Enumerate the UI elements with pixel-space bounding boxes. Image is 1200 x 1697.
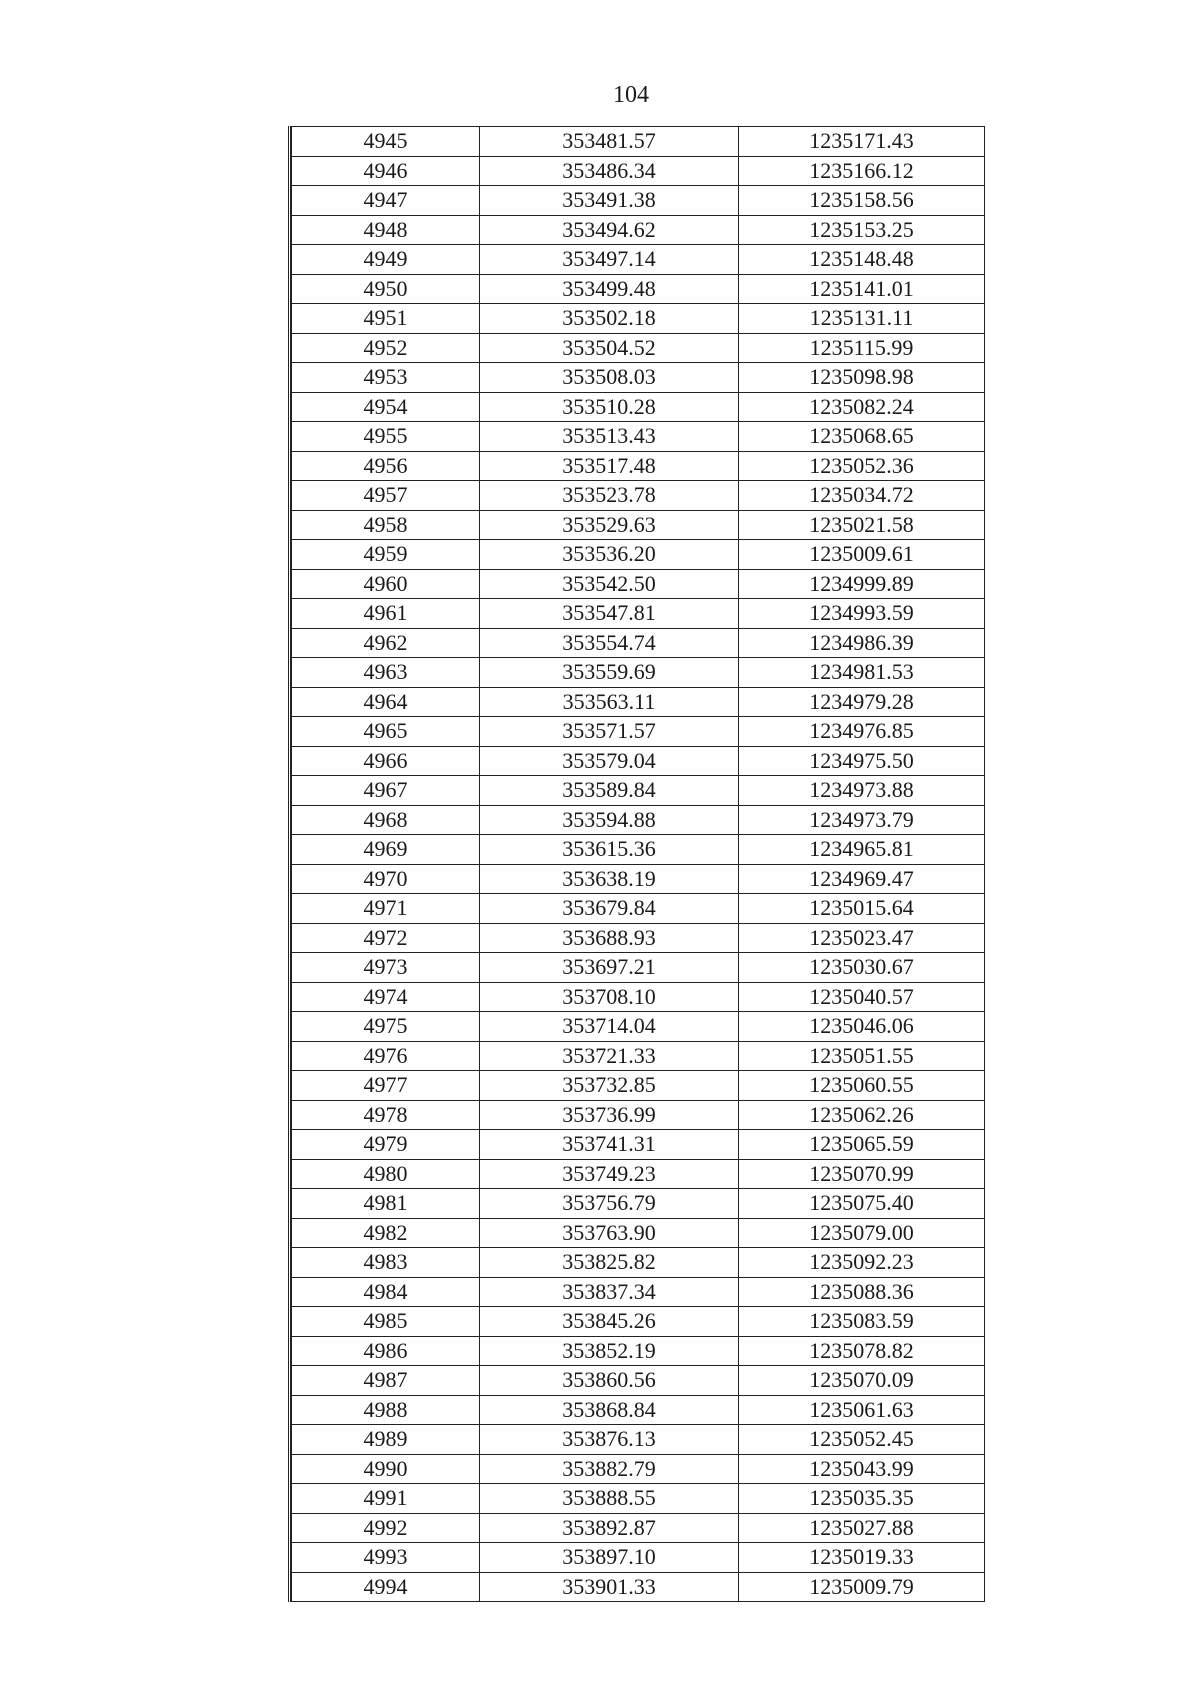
page-number: 104 bbox=[613, 82, 649, 108]
y-coordinate-cell: 1235098.98 bbox=[739, 363, 985, 393]
table-row bbox=[292, 805, 985, 835]
table-row bbox=[292, 1159, 985, 1189]
point-number-cell: 4981 bbox=[292, 1189, 480, 1219]
point-number-cell: 4960 bbox=[292, 569, 480, 599]
x-coordinate-cell: 353736.99 bbox=[480, 1100, 739, 1130]
x-coordinate-cell: 353547.81 bbox=[480, 599, 739, 629]
point-number-cell: 4945 bbox=[292, 127, 480, 157]
x-coordinate-cell: 353876.13 bbox=[480, 1425, 739, 1455]
table-row bbox=[292, 1277, 985, 1307]
point-number-cell: 4957 bbox=[292, 481, 480, 511]
point-number-cell: 4949 bbox=[292, 245, 480, 275]
x-coordinate-cell: 353510.28 bbox=[480, 392, 739, 422]
y-coordinate-cell: 1234993.59 bbox=[739, 599, 985, 629]
coordinate-table bbox=[291, 126, 985, 1602]
y-coordinate-cell: 1235092.23 bbox=[739, 1248, 985, 1278]
table-row bbox=[292, 274, 985, 304]
point-number-cell: 4977 bbox=[292, 1071, 480, 1101]
y-coordinate-cell: 1235068.65 bbox=[739, 422, 985, 452]
point-number-cell: 4948 bbox=[292, 215, 480, 245]
x-coordinate-cell: 353497.14 bbox=[480, 245, 739, 275]
y-coordinate-cell: 1234976.85 bbox=[739, 717, 985, 747]
table-row bbox=[292, 510, 985, 540]
x-coordinate-cell: 353825.82 bbox=[480, 1248, 739, 1278]
y-coordinate-cell: 1235079.00 bbox=[739, 1218, 985, 1248]
table-row bbox=[292, 392, 985, 422]
point-number-cell: 4966 bbox=[292, 746, 480, 776]
x-coordinate-cell: 353594.88 bbox=[480, 805, 739, 835]
y-coordinate-cell: 1235015.64 bbox=[739, 894, 985, 924]
point-number-cell: 4980 bbox=[292, 1159, 480, 1189]
y-coordinate-cell: 1235078.82 bbox=[739, 1336, 985, 1366]
y-coordinate-cell: 1235043.99 bbox=[739, 1454, 985, 1484]
point-number-cell: 4983 bbox=[292, 1248, 480, 1278]
x-coordinate-cell: 353542.50 bbox=[480, 569, 739, 599]
x-coordinate-cell: 353892.87 bbox=[480, 1513, 739, 1543]
y-coordinate-cell: 1234979.28 bbox=[739, 687, 985, 717]
point-number-cell: 4994 bbox=[292, 1572, 480, 1602]
y-coordinate-cell: 1234986.39 bbox=[739, 628, 985, 658]
y-coordinate-cell: 1234969.47 bbox=[739, 864, 985, 894]
table-row bbox=[292, 304, 985, 334]
x-coordinate-cell: 353638.19 bbox=[480, 864, 739, 894]
point-number-cell: 4952 bbox=[292, 333, 480, 363]
point-number-cell: 4956 bbox=[292, 451, 480, 481]
point-number-cell: 4951 bbox=[292, 304, 480, 334]
x-coordinate-cell: 353837.34 bbox=[480, 1277, 739, 1307]
table-row bbox=[292, 333, 985, 363]
x-coordinate-cell: 353529.63 bbox=[480, 510, 739, 540]
x-coordinate-cell: 353504.52 bbox=[480, 333, 739, 363]
table-row bbox=[292, 864, 985, 894]
table-row bbox=[292, 1454, 985, 1484]
y-coordinate-cell: 1235131.11 bbox=[739, 304, 985, 334]
point-number-cell: 4984 bbox=[292, 1277, 480, 1307]
table-row bbox=[292, 1572, 985, 1602]
point-number-cell: 4969 bbox=[292, 835, 480, 865]
x-coordinate-cell: 353517.48 bbox=[480, 451, 739, 481]
x-coordinate-cell: 353688.93 bbox=[480, 923, 739, 953]
point-number-cell: 4973 bbox=[292, 953, 480, 983]
table-row bbox=[292, 1218, 985, 1248]
table-row bbox=[292, 599, 985, 629]
table-row bbox=[292, 894, 985, 924]
table-row bbox=[292, 746, 985, 776]
table-row bbox=[292, 1395, 985, 1425]
y-coordinate-cell: 1235065.59 bbox=[739, 1130, 985, 1160]
y-coordinate-cell: 1235148.48 bbox=[739, 245, 985, 275]
table-row bbox=[292, 1012, 985, 1042]
x-coordinate-cell: 353897.10 bbox=[480, 1543, 739, 1573]
point-number-cell: 4988 bbox=[292, 1395, 480, 1425]
x-coordinate-cell: 353749.23 bbox=[480, 1159, 739, 1189]
point-number-cell: 4972 bbox=[292, 923, 480, 953]
y-coordinate-cell: 1235166.12 bbox=[739, 156, 985, 186]
point-number-cell: 4987 bbox=[292, 1366, 480, 1396]
x-coordinate-cell: 353615.36 bbox=[480, 835, 739, 865]
point-number-cell: 4982 bbox=[292, 1218, 480, 1248]
table-row bbox=[292, 1041, 985, 1071]
point-number-cell: 4991 bbox=[292, 1484, 480, 1514]
x-coordinate-cell: 353579.04 bbox=[480, 746, 739, 776]
x-coordinate-cell: 353554.74 bbox=[480, 628, 739, 658]
table-row bbox=[292, 363, 985, 393]
y-coordinate-cell: 1235009.61 bbox=[739, 540, 985, 570]
y-coordinate-cell: 1235061.63 bbox=[739, 1395, 985, 1425]
table-row bbox=[292, 245, 985, 275]
x-coordinate-cell: 353502.18 bbox=[480, 304, 739, 334]
table-row bbox=[292, 1248, 985, 1278]
y-coordinate-cell: 1235075.40 bbox=[739, 1189, 985, 1219]
x-coordinate-cell: 353868.84 bbox=[480, 1395, 739, 1425]
x-coordinate-cell: 353756.79 bbox=[480, 1189, 739, 1219]
y-coordinate-cell: 1235062.26 bbox=[739, 1100, 985, 1130]
coordinate-table-body bbox=[292, 127, 985, 1602]
y-coordinate-cell: 1235171.43 bbox=[739, 127, 985, 157]
table-row bbox=[292, 540, 985, 570]
table-row bbox=[292, 982, 985, 1012]
y-coordinate-cell: 1235019.33 bbox=[739, 1543, 985, 1573]
x-coordinate-cell: 353679.84 bbox=[480, 894, 739, 924]
table-row bbox=[292, 1425, 985, 1455]
point-number-cell: 4955 bbox=[292, 422, 480, 452]
x-coordinate-cell: 353763.90 bbox=[480, 1218, 739, 1248]
x-coordinate-cell: 353481.57 bbox=[480, 127, 739, 157]
x-coordinate-cell: 353536.20 bbox=[480, 540, 739, 570]
point-number-cell: 4979 bbox=[292, 1130, 480, 1160]
x-coordinate-cell: 353845.26 bbox=[480, 1307, 739, 1337]
x-coordinate-cell: 353513.43 bbox=[480, 422, 739, 452]
table-row bbox=[292, 1189, 985, 1219]
point-number-cell: 4967 bbox=[292, 776, 480, 806]
y-coordinate-cell: 1235040.57 bbox=[739, 982, 985, 1012]
table-row bbox=[292, 776, 985, 806]
point-number-cell: 4989 bbox=[292, 1425, 480, 1455]
y-coordinate-cell: 1235088.36 bbox=[739, 1277, 985, 1307]
table-row bbox=[292, 1100, 985, 1130]
x-coordinate-cell: 353559.69 bbox=[480, 658, 739, 688]
y-coordinate-cell: 1234999.89 bbox=[739, 569, 985, 599]
table-row bbox=[292, 1130, 985, 1160]
coordinate-table-frame bbox=[288, 126, 981, 1602]
table-row bbox=[292, 481, 985, 511]
x-coordinate-cell: 353721.33 bbox=[480, 1041, 739, 1071]
table-row bbox=[292, 1513, 985, 1543]
point-number-cell: 4970 bbox=[292, 864, 480, 894]
point-number-cell: 4950 bbox=[292, 274, 480, 304]
x-coordinate-cell: 353697.21 bbox=[480, 953, 739, 983]
y-coordinate-cell: 1235141.01 bbox=[739, 274, 985, 304]
point-number-cell: 4964 bbox=[292, 687, 480, 717]
y-coordinate-cell: 1235158.56 bbox=[739, 186, 985, 216]
table-row bbox=[292, 687, 985, 717]
point-number-cell: 4986 bbox=[292, 1336, 480, 1366]
table-row bbox=[292, 1484, 985, 1514]
x-coordinate-cell: 353523.78 bbox=[480, 481, 739, 511]
table-row bbox=[292, 1336, 985, 1366]
x-coordinate-cell: 353563.11 bbox=[480, 687, 739, 717]
table-row bbox=[292, 717, 985, 747]
y-coordinate-cell: 1235034.72 bbox=[739, 481, 985, 511]
table-row bbox=[292, 1543, 985, 1573]
point-number-cell: 4953 bbox=[292, 363, 480, 393]
y-coordinate-cell: 1235027.88 bbox=[739, 1513, 985, 1543]
table-row bbox=[292, 569, 985, 599]
table-row bbox=[292, 1366, 985, 1396]
y-coordinate-cell: 1234981.53 bbox=[739, 658, 985, 688]
table-row bbox=[292, 658, 985, 688]
x-coordinate-cell: 353860.56 bbox=[480, 1366, 739, 1396]
x-coordinate-cell: 353491.38 bbox=[480, 186, 739, 216]
y-coordinate-cell: 1235070.09 bbox=[739, 1366, 985, 1396]
table-row bbox=[292, 422, 985, 452]
y-coordinate-cell: 1234973.88 bbox=[739, 776, 985, 806]
y-coordinate-cell: 1235052.36 bbox=[739, 451, 985, 481]
x-coordinate-cell: 353486.34 bbox=[480, 156, 739, 186]
table-row bbox=[292, 953, 985, 983]
x-coordinate-cell: 353882.79 bbox=[480, 1454, 739, 1484]
point-number-cell: 4961 bbox=[292, 599, 480, 629]
table-row bbox=[292, 186, 985, 216]
y-coordinate-cell: 1235035.35 bbox=[739, 1484, 985, 1514]
x-coordinate-cell: 353508.03 bbox=[480, 363, 739, 393]
point-number-cell: 4958 bbox=[292, 510, 480, 540]
table-row bbox=[292, 1307, 985, 1337]
x-coordinate-cell: 353888.55 bbox=[480, 1484, 739, 1514]
table-row bbox=[292, 451, 985, 481]
point-number-cell: 4947 bbox=[292, 186, 480, 216]
y-coordinate-cell: 1235070.99 bbox=[739, 1159, 985, 1189]
table-row bbox=[292, 835, 985, 865]
y-coordinate-cell: 1235021.58 bbox=[739, 510, 985, 540]
x-coordinate-cell: 353714.04 bbox=[480, 1012, 739, 1042]
y-coordinate-cell: 1234975.50 bbox=[739, 746, 985, 776]
y-coordinate-cell: 1235052.45 bbox=[739, 1425, 985, 1455]
x-coordinate-cell: 353852.19 bbox=[480, 1336, 739, 1366]
y-coordinate-cell: 1235023.47 bbox=[739, 923, 985, 953]
x-coordinate-cell: 353499.48 bbox=[480, 274, 739, 304]
y-coordinate-cell: 1235082.24 bbox=[739, 392, 985, 422]
table-row bbox=[292, 1071, 985, 1101]
point-number-cell: 4954 bbox=[292, 392, 480, 422]
table-row bbox=[292, 156, 985, 186]
y-coordinate-cell: 1235060.55 bbox=[739, 1071, 985, 1101]
point-number-cell: 4992 bbox=[292, 1513, 480, 1543]
y-coordinate-cell: 1235115.99 bbox=[739, 333, 985, 363]
x-coordinate-cell: 353901.33 bbox=[480, 1572, 739, 1602]
point-number-cell: 4968 bbox=[292, 805, 480, 835]
y-coordinate-cell: 1235153.25 bbox=[739, 215, 985, 245]
y-coordinate-cell: 1234973.79 bbox=[739, 805, 985, 835]
point-number-cell: 4959 bbox=[292, 540, 480, 570]
point-number-cell: 4976 bbox=[292, 1041, 480, 1071]
x-coordinate-cell: 353732.85 bbox=[480, 1071, 739, 1101]
x-coordinate-cell: 353708.10 bbox=[480, 982, 739, 1012]
point-number-cell: 4946 bbox=[292, 156, 480, 186]
y-coordinate-cell: 1235030.67 bbox=[739, 953, 985, 983]
point-number-cell: 4974 bbox=[292, 982, 480, 1012]
point-number-cell: 4993 bbox=[292, 1543, 480, 1573]
point-number-cell: 4971 bbox=[292, 894, 480, 924]
point-number-cell: 4990 bbox=[292, 1454, 480, 1484]
y-coordinate-cell: 1235046.06 bbox=[739, 1012, 985, 1042]
y-coordinate-cell: 1235009.79 bbox=[739, 1572, 985, 1602]
x-coordinate-cell: 353741.31 bbox=[480, 1130, 739, 1160]
x-coordinate-cell: 353571.57 bbox=[480, 717, 739, 747]
y-coordinate-cell: 1235051.55 bbox=[739, 1041, 985, 1071]
x-coordinate-cell: 353494.62 bbox=[480, 215, 739, 245]
point-number-cell: 4963 bbox=[292, 658, 480, 688]
y-coordinate-cell: 1235083.59 bbox=[739, 1307, 985, 1337]
point-number-cell: 4985 bbox=[292, 1307, 480, 1337]
point-number-cell: 4978 bbox=[292, 1100, 480, 1130]
table-row bbox=[292, 628, 985, 658]
table-row bbox=[292, 127, 985, 157]
point-number-cell: 4965 bbox=[292, 717, 480, 747]
point-number-cell: 4962 bbox=[292, 628, 480, 658]
x-coordinate-cell: 353589.84 bbox=[480, 776, 739, 806]
point-number-cell: 4975 bbox=[292, 1012, 480, 1042]
table-row bbox=[292, 215, 985, 245]
table-row bbox=[292, 923, 985, 953]
y-coordinate-cell: 1234965.81 bbox=[739, 835, 985, 865]
